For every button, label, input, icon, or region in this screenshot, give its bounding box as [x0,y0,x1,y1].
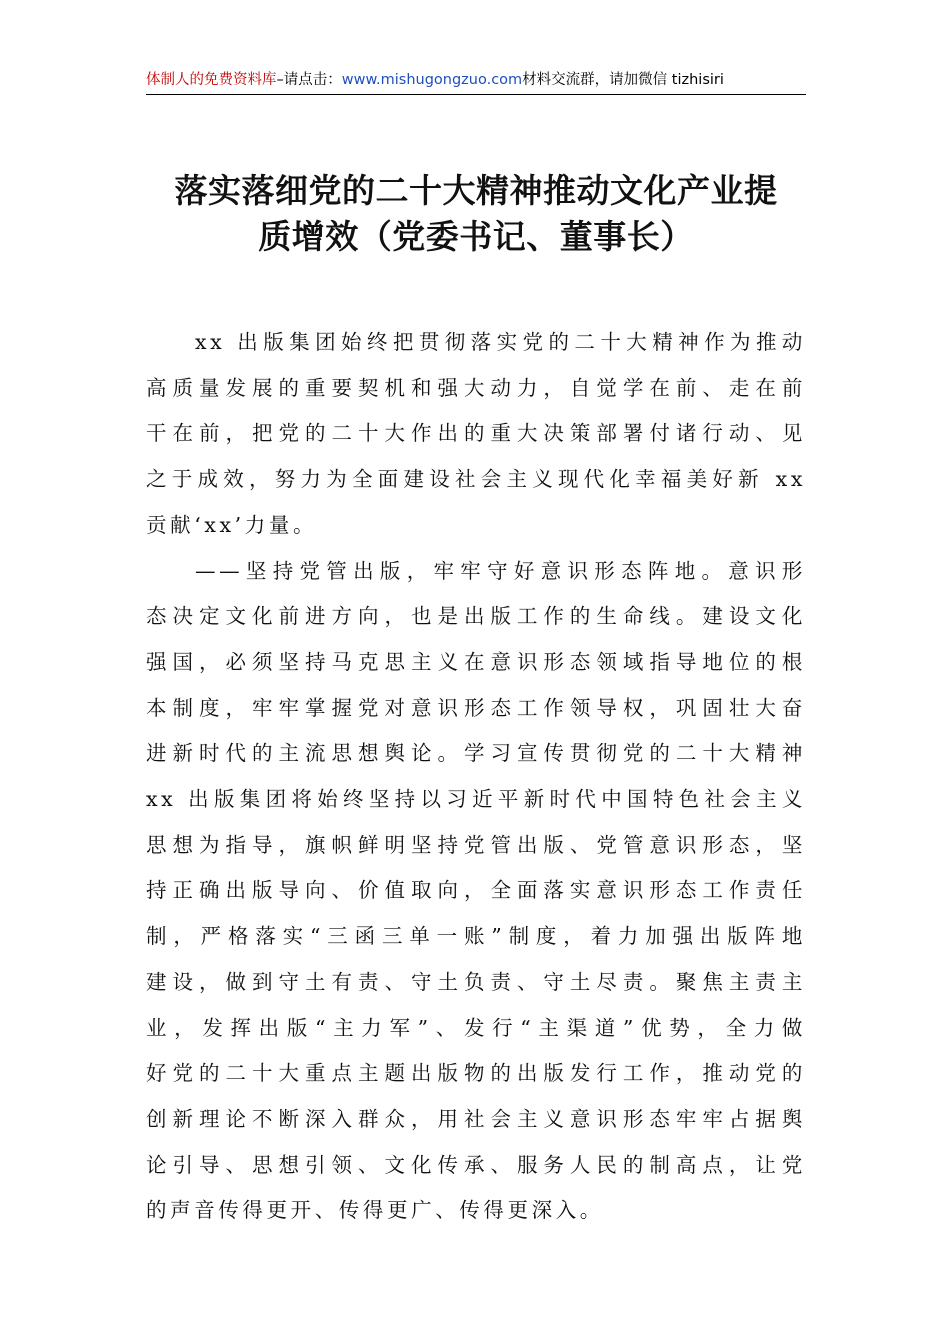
title-line-2: 质增效（党委书记、董事长） [258,217,694,256]
text-line: 制，严格落实“三函三单一账”制度，着力加强出版阵地 [146,924,806,949]
title-line-1: 落实落细党的二十大精神推动文化产业提 [174,171,778,210]
text-line: 本制度，牢牢掌握党对意识形态工作领导权，巩固壮大奋 [146,695,806,720]
text-line: xx 出版集团将始终坚持以习近平新时代中国特色社会主义 [146,787,806,812]
text-line: 进新时代的主流思想舆论。学习宣传贯彻党的二十大精神 [146,741,806,766]
document-title [146,168,806,260]
text-line: 态决定文化前进方向，也是出版工作的生命线。建设文化 [146,604,806,629]
text-line: 之于成效，努力为全面建设社会主义现代化幸福美好新 xx [146,467,806,492]
header-link[interactable]: www.mishugongzuo.com [341,72,523,88]
header-brand: 体制人的免费资料库 [146,72,277,88]
text-line: 业，发挥出版“主力军”、发行“主渠道”优势，全力做 [146,1015,806,1040]
text-line: 创新理论不断深入群众，用社会主义意识形态牢牢占据舆 [146,1106,806,1131]
text-line: 建设，做到守土有责、守土负责、守土尽责。聚焦主责主 [146,969,806,994]
text-line: 思想为指导，旗帜鲜明坚持党管出版、党管意识形态，坚 [146,832,806,857]
text-line: 贡献‘xx’力量。 [146,512,318,537]
header-suffix: 材料交流群，请加微信 tizhisiri [522,72,724,88]
text-line: 持正确出版导向、价值取向，全面落实意识形态工作责任 [146,878,806,903]
text-line: 高质量发展的重要契机和强大动力，自觉学在前、走在前 [146,375,806,400]
paragraph-1 [146,320,806,549]
document-body [146,320,806,1234]
text-line: xx 出版集团始终把贯彻落实党的二十大精神作为推动 [195,330,806,354]
text-line: 干在前，把党的二十大作出的重大决策部署付诸行动、见 [146,421,806,446]
text-line: 强国，必须坚持马克思主义在意识形态领域指导地位的根 [146,649,806,674]
page-header [146,66,806,95]
text-line: ——坚持党管出版，牢牢守好意识形态阵地。意识形 [195,558,806,583]
header-prompt: –请点击： [276,72,342,88]
text-line: 的声音传得更开、传得更广、传得更深入。 [146,1198,604,1223]
paragraph-2 [146,549,806,1235]
text-line: 论引导、思想引领、文化传承、服务人民的制高点，让党 [146,1152,806,1177]
text-line: 好党的二十大重点主题出版物的出版发行工作，推动党的 [146,1061,806,1086]
